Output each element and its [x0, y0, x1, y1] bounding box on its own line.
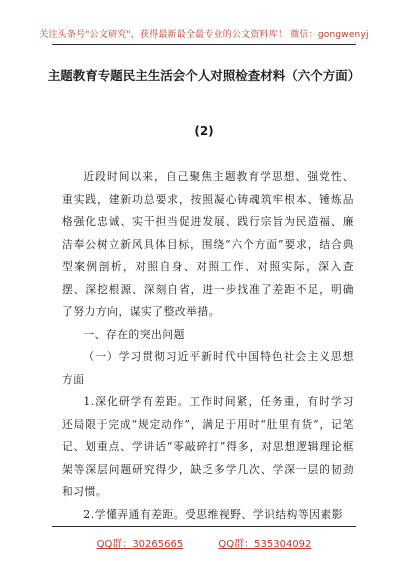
document-title: 主题教育专题民主生活会个人对照检查材料（六个方面） [47, 68, 361, 83]
intro-paragraph: 近段时间以来，自己聚焦主题教育学思想、强党性、重实践，建新功总要求，按照凝心铸魂筑牢根本、锤炼品格强化忠诚、实干担当促进发展、践行宗旨为民造福、廉洁奉公树立新风具体目标，围绕“六个方面”要求，结合典型案例剖析，对照自身、对照工作、对照实际，深入查摆、深挖根源、深刻自省，进一步找准了差距不足，明确了努力方向，谋实了整改举措。 [62, 170, 354, 318]
item-paragraph: 2.学懂弄通有差距。受思维视野、学识结构等因素影 [83, 507, 344, 521]
header-divider [52, 44, 356, 45]
footer-qq-group-1[interactable]: QQ群：30265665 [96, 539, 184, 550]
item-paragraph: 1.深化研学有差距。工作时间紧，任务重，有时学习还局限于完成“规定动作”，满足于用时“肚里有货”，记笔记、划重点、学讲话“零敲碎打”得多，对思想逻辑理论框架等深层问题研究得少，缺乏多学几次、学深一层的韧劲和习惯。 [62, 395, 354, 498]
footer-contacts [0, 535, 408, 550]
footer-divider [52, 526, 356, 527]
header-note: 关注头条号"公文研究"，获得最新最全最专业的公文资料库！ 微信：gongwenyj [39, 30, 369, 40]
footer-qq-group-2[interactable]: QQ群：535304092 [218, 539, 312, 550]
document-subtitle: (2) [194, 124, 214, 138]
section-heading: 一、存在的突出问题 [83, 327, 185, 341]
subsection-heading: （一）学习贯彻习近平新时代中国特色社会主义思想方面 [62, 350, 354, 386]
document-body [62, 166, 354, 526]
